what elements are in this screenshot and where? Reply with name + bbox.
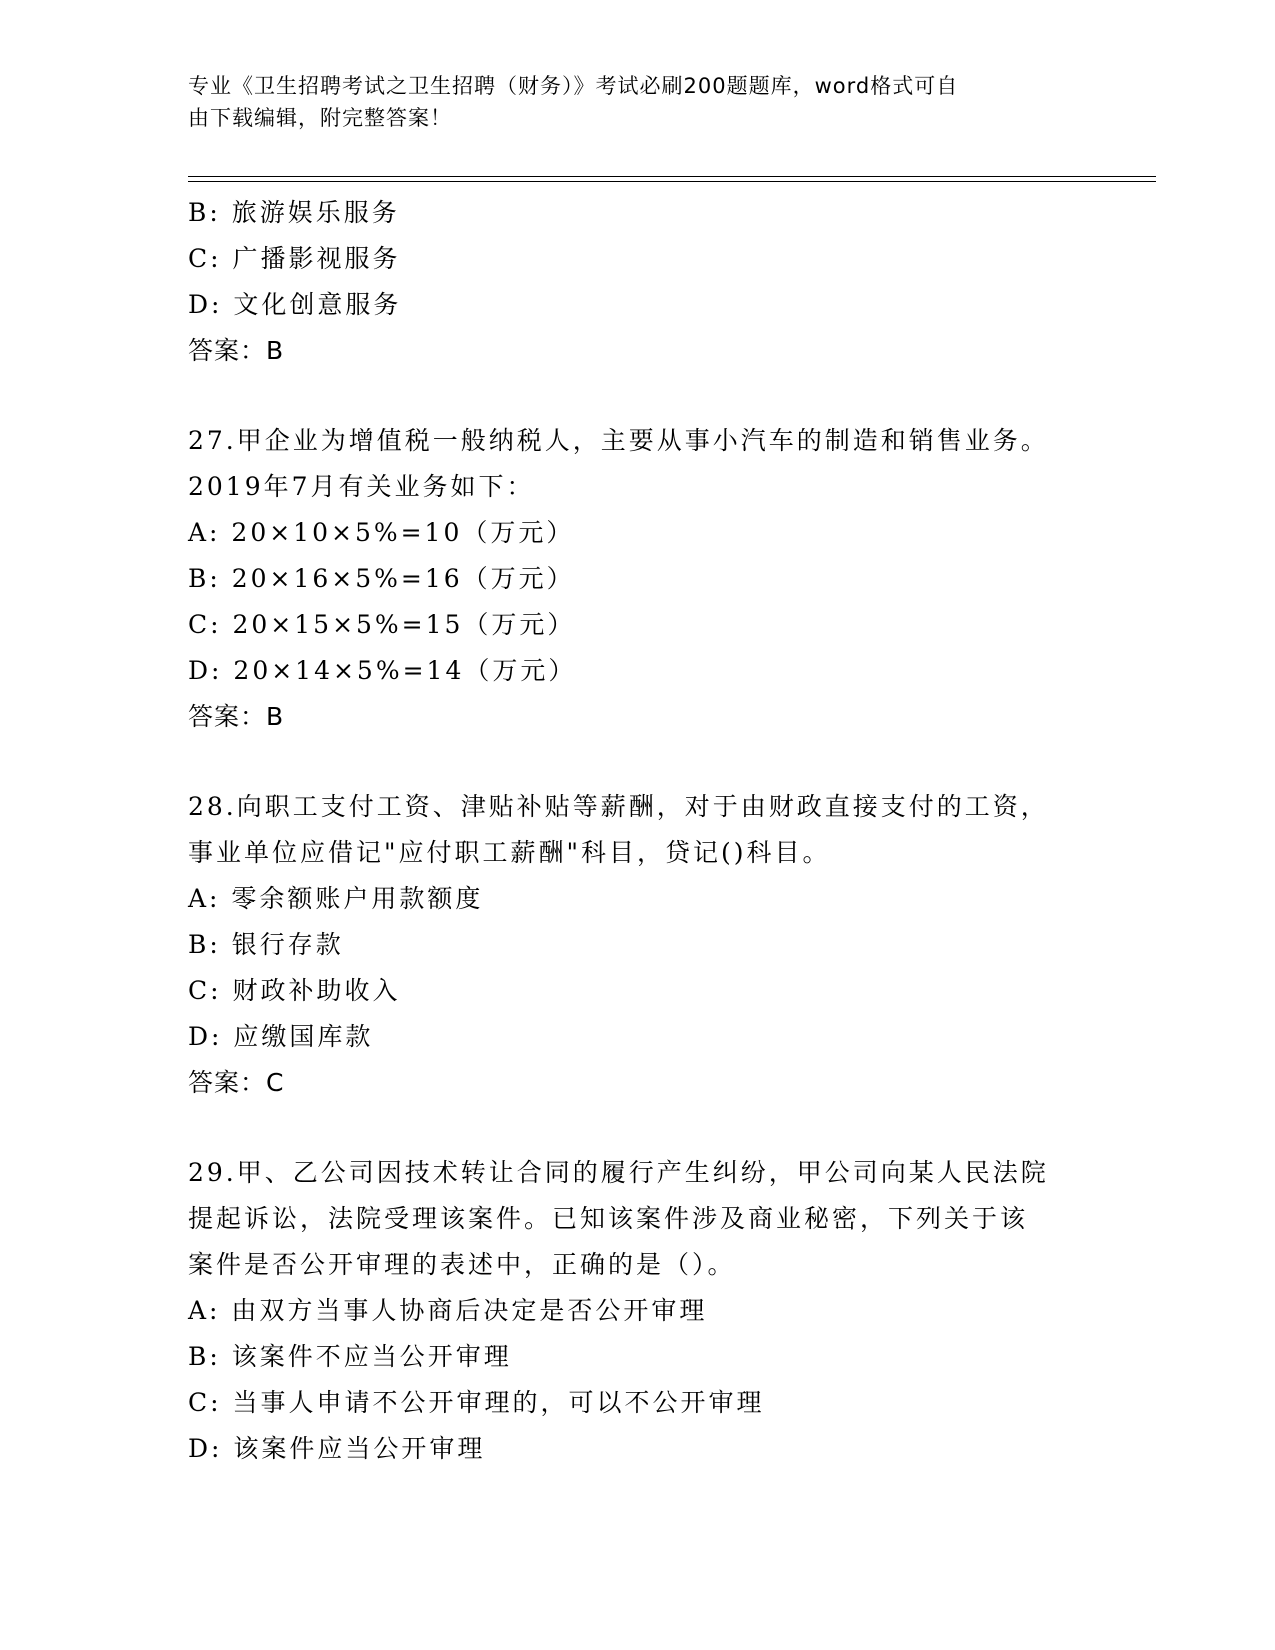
header-rule-top: [188, 176, 1156, 177]
question-list: [188, 190, 1088, 1472]
question-text-line: 事业单位应借记"应付职工薪酬"科目，贷记()科目。: [188, 838, 831, 867]
question-text-line: 案件是否公开审理的表述中，正确的是（）。: [188, 1250, 736, 1279]
option-b: B: 该案件不应当公开审理: [188, 1342, 512, 1371]
option-d: D: 20×14×5%=14（万元）: [188, 656, 577, 685]
option-b: B: 20×16×5%=16（万元）: [188, 564, 575, 593]
option-a: A: 20×10×5%=10（万元）: [188, 518, 575, 547]
option-c: C: 广播影视服务: [188, 244, 401, 273]
option-b: B: 旅游娱乐服务: [188, 198, 400, 227]
option-d: D: 文化创意服务: [188, 290, 402, 319]
question-29: [188, 1150, 1088, 1472]
header-line-1: 专业《卫生招聘考试之卫生招聘（财务）》考试必刷200题题库，word格式可自: [188, 74, 959, 98]
question-text-line: 2019年7月有关业务如下：: [188, 472, 535, 501]
question-28: [188, 784, 1088, 1106]
question-26-continued: [188, 190, 1088, 374]
option-c: C: 财政补助收入: [188, 976, 401, 1005]
document-header: [188, 70, 1068, 134]
spacer: [188, 374, 1088, 418]
header-line-2: 由下载编辑，附完整答案！: [188, 106, 452, 130]
answer-line: 答案：B: [188, 702, 285, 731]
spacer: [188, 1106, 1088, 1150]
question-27: [188, 418, 1088, 740]
question-text-line: 27.甲企业为增值税一般纳税人，主要从事小汽车的制造和销售业务。: [188, 426, 1049, 455]
option-d: D: 该案件应当公开审理: [188, 1434, 486, 1463]
option-a: A: 由双方当事人协商后决定是否公开审理: [188, 1296, 708, 1325]
answer-line: 答案：B: [188, 336, 285, 365]
option-c: C: 20×15×5%=15（万元）: [188, 610, 576, 639]
question-text-line: 28.向职工支付工资、津贴补贴等薪酬，对于由财政直接支付的工资，: [188, 792, 1049, 821]
question-text-line: 29.甲、乙公司因技术转让合同的履行产生纠纷，甲公司向某人民法院: [188, 1158, 1049, 1187]
header-rule-bottom: [188, 181, 1156, 182]
question-text-line: 提起诉讼，法院受理该案件。已知该案件涉及商业秘密，下列关于该: [188, 1204, 1029, 1233]
option-c: C: 当事人申请不公开审理的，可以不公开审理: [188, 1388, 765, 1417]
option-a: A: 零余额账户用款额度: [188, 884, 484, 913]
option-b: B: 银行存款: [188, 930, 344, 959]
answer-line: 答案：C: [188, 1068, 285, 1097]
spacer: [188, 740, 1088, 784]
option-d: D: 应缴国库款: [188, 1022, 374, 1051]
